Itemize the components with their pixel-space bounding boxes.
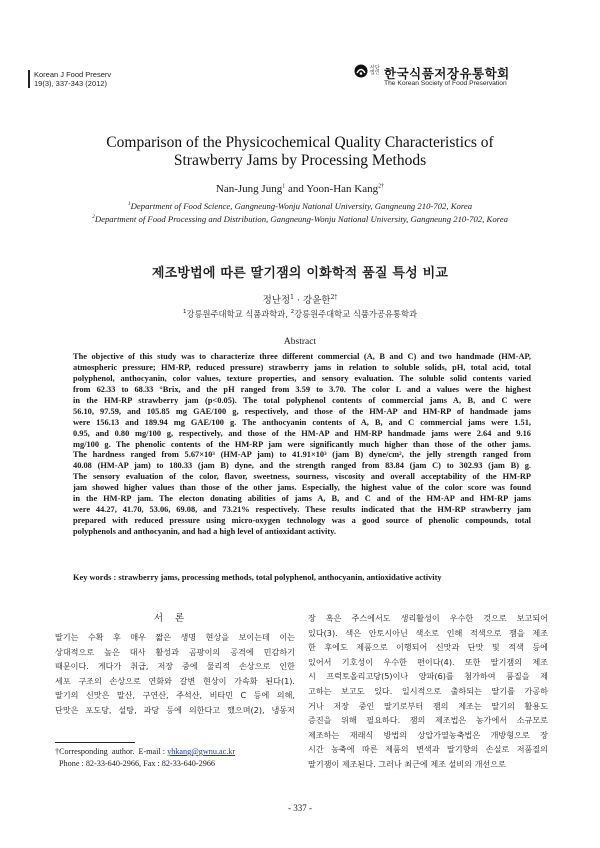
left-column-text xyxy=(55,630,295,718)
korean-author-2: 강윤한 xyxy=(303,295,331,306)
abstract-line: 56.10, 97.59, and 105.85 mg GAE/100 g, respectively, and those of the HM-AP and HM-RP of handmade jams xyxy=(73,406,531,416)
body-text-line: 고하는 보고도 있다. 일시적으로 출하되는 딸기를 가공하 xyxy=(308,685,548,696)
paper-title xyxy=(40,134,560,170)
body-text-line: 한 후에도 제품으로 이행되어 신맛과 단맛 및 적색 등에 xyxy=(308,642,548,653)
body-text-line: 있다(3). 색은 안토시아닌 색소로 인해 적색으로 잼을 제조 xyxy=(308,627,548,638)
body-text-line: 시간 농축에 따른 제품의 변색과 딸기향의 손실로 저품질의 xyxy=(308,744,548,755)
body-text-line: 증진을 위해 필요하다. 잼의 제조법은 농가에서 소규모로 xyxy=(308,715,548,726)
abstract-line: in the HM-RP jam. The electon donating abilities of jams A, B, and C and of the HM-AP and HM-RP jams xyxy=(73,494,531,504)
footnote-divider xyxy=(55,742,135,743)
affiliation-2 xyxy=(40,214,560,224)
body-text-line: 딸기의 신맛은 말산, 구연산, 주석산, 비타민 C 등에 의해, xyxy=(55,690,295,701)
body-text-line: 딸기는 수확 후 매우 짧은 생명 현상을 보이는데 이는 xyxy=(55,632,295,642)
body-text-line: 딸기잼이 제조된다. 그러나 최근에 제조 설비의 개선으로 xyxy=(308,758,506,769)
korean-author-1-sup: 1 xyxy=(290,293,294,301)
korean-aff-1-sup: 1 xyxy=(183,309,187,316)
correspondence-phone: Phone : 82-33-640-2966, Fax : 82-33-640-2966 xyxy=(59,759,216,768)
abstract-line: polyphenols and anthocyanin, and had a high level of antioxidant activity. xyxy=(73,527,336,536)
body-text-line: 거나 저장 중인 딸기로부터 잼의 제조는 딸기의 활용도 xyxy=(308,700,548,711)
body-text-line: 세포 구조의 손상으로 연화와 갈변 현상이 가속화 된다(1). xyxy=(55,675,295,686)
abstract-line: 40.08 (HM-AP jam) to 180.33 (jam B) dyne, and the strength ranged from 83.84 (jam C) to 302.93 (jam B) g. xyxy=(73,461,531,471)
abstract-heading: Abstract xyxy=(283,337,317,347)
abstract-line: jam showed higher values than those of the other jams. Especially, the highest value of the color score was found xyxy=(73,483,531,493)
society-logo-icon xyxy=(354,64,368,78)
abstract-line: polyphenol, anthocyanin, color values, texture properties, and sensory evaluation. The soluble solid contents varied xyxy=(73,373,531,383)
affiliation-2-sup: 2 xyxy=(92,214,95,221)
title-line-1: Comparison of the Physicochemical Quality Characteristics of xyxy=(106,134,494,151)
affiliation-1 xyxy=(40,201,560,211)
author-1: Nan-Jung Jung xyxy=(215,183,283,195)
abstract-line: The sensory evaluation of the color, flavor, sweetness, sourness, viscosity and overall acceptability of the HM-RP xyxy=(73,472,531,482)
abstract-line: from 62.33 to 68.33 °Brix, and the pH ranged from 3.59 to 3.70. The color L and a values were the highest xyxy=(73,384,531,394)
korean-aff-2: 강릉원주대학교 식품가공유통학과 xyxy=(294,309,417,319)
body-text-line: 시 프럭토올리고당(5)이나 양파(6)를 첨가하여 품질을 제 xyxy=(308,671,548,682)
affiliation-1-sup: 1 xyxy=(127,201,131,208)
author-2-sup: 2† xyxy=(378,183,385,190)
society-english-name: The Korean Society of Food Preservation xyxy=(384,80,507,87)
body-text-line: 때문이다. 게다가 취급, 저장 중에 물리적 손상으로 인한 xyxy=(55,661,295,672)
correspondence-email-link[interactable]: yhkang@gwnu.ac.kr xyxy=(167,747,236,756)
keywords-label: Key words : xyxy=(73,573,117,582)
abstract-line: were 156.13 and 189.94 mg GAE/100 g. The anthocyanin contents of A, B, and C commercial jams were 1.51, xyxy=(73,417,531,427)
korean-author-dot: · xyxy=(293,295,304,306)
abstract-line: atmospheric pressure; HM-RP, reduced pressure) strawberry jams in relation to soluble solids, pH, total acid, total xyxy=(73,362,531,372)
abstract-line: The hardness ranged from 5.67×10³ (HM-AP jam) to 41.91×10³ (jam B) dyne/cm², the jelly strength ranged from xyxy=(73,450,531,460)
korean-aff-2-sup: 2 xyxy=(290,309,295,316)
abstract-line: in the HM-RP strawberry jam (p<0.05). The total polyphenol contents of commercial jams A, B, and C were xyxy=(73,395,531,405)
section-heading-introduction: 서론 xyxy=(153,613,197,624)
abstract-line: The objective of this study was to characterize three different commercial (A, B and C) and two handmade (HM-AP, xyxy=(73,352,531,361)
correspondence-prefix: †Corresponding author. E-mail : xyxy=(55,747,168,756)
korean-author-1: 정난정 xyxy=(262,295,291,306)
title-line-2: Strawberry Jams by Processing Methods xyxy=(173,152,427,169)
body-text-line: 제조하는 재래식 방법의 상압가열농축법은 개방형으로 장 xyxy=(308,729,548,740)
abstract-line: 0.95, and 0.80 mg/100 g, respectively, and those of the HM-AP and HM-RP handmade jams were 2.64 and 9.16 xyxy=(73,428,531,438)
korean-author-2-sup: 2† xyxy=(330,293,338,301)
correspondence-email-line xyxy=(55,746,315,758)
journal-name: Korean J Food Preserv xyxy=(34,70,112,79)
korean-affiliations xyxy=(40,308,560,320)
affiliation-2-text: Department of Food Processing and Distribution, Gangneung-Wonju National University, Gangneung 210-702, Korea xyxy=(94,214,508,224)
right-column-text xyxy=(308,611,548,772)
korean-aff-1: 강릉원주대학교 식품과학과, xyxy=(186,309,288,319)
society-small-label: 사단법인 xyxy=(370,65,380,76)
body-text-line: 있어서 기호성이 우수한 편이다(4). 또한 딸기잼의 제조 xyxy=(308,656,548,667)
author-list xyxy=(40,183,560,195)
abstract-line: prepared with reduced pressure using micro-oxygen technology was a good source of phenolic compounds, total xyxy=(73,516,531,526)
society-header xyxy=(354,64,564,92)
abstract-line: mg/100 g. The phenolic contents of the HM-RP jam were significantly much higher than those of the other jams. xyxy=(73,439,531,449)
body-text-line: 장 혹은 주스에서도 생리활성이 우수한 것으로 보고되어 xyxy=(308,613,548,623)
keywords-text: strawberry jams, processing methods, total polyphenol, anthocyanin, antioxidative activity xyxy=(118,573,442,582)
keywords-line xyxy=(73,573,553,582)
society-korean-name: 한국식품저장유통학회 xyxy=(384,66,510,81)
author-1-sup: 1 xyxy=(282,183,286,190)
journal-volume: 19(3), 337-343 (2012) xyxy=(34,79,107,88)
correspondence-footnote xyxy=(55,746,315,770)
affiliation-1-text: Department of Food Science, Gangneung-Wonju National University, Gangneung 210-702, Korea xyxy=(130,201,473,211)
korean-title: 제조방법에 따른 딸기잼의 이화학적 품질 특성 비교 xyxy=(151,266,449,281)
body-text-line: 단맛은 포도당, 설탕, 과당 등에 의한다고 했으며(2), 냉동저 xyxy=(55,704,295,715)
abstract-body xyxy=(73,352,531,538)
page-number: - 337 - xyxy=(288,803,312,813)
body-text-line: 상대적으로 높은 대사 활성과 곰팡이의 공격에 민감하기 xyxy=(55,646,295,657)
korean-author-list xyxy=(40,292,560,306)
journal-citation xyxy=(28,70,111,88)
abstract-line: were 44.27, 41.70, 53.06, 69.08, and 73.21% respectively. These results indicated that the HM-RP strawberry jam xyxy=(73,505,531,515)
author-and: and xyxy=(285,183,307,195)
author-2: Yoon-Han Kang xyxy=(306,183,379,195)
